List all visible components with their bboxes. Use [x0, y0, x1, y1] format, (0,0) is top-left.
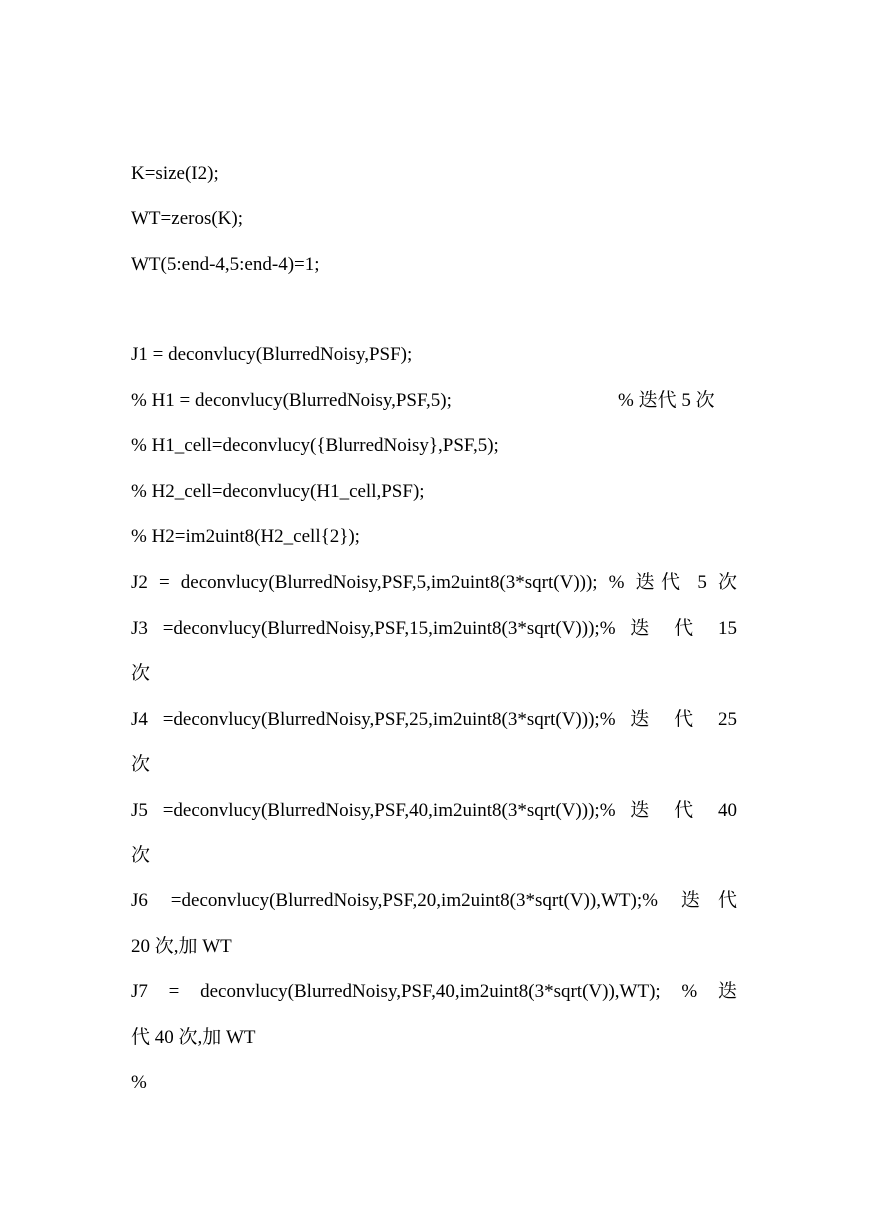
code-line-j5: J5 =deconvlucy(BlurredNoisy,PSF,40,im2uint8(3*sqrt(V)));% 迭 代 40 — [131, 800, 737, 821]
code-line-j5-wrap: 次 — [131, 845, 151, 866]
code-line-h2: % H2=im2uint8(H2_cell{2}); — [131, 526, 360, 547]
code-line-j7: J7 = deconvlucy(BlurredNoisy,PSF,40,im2uint8(3*sqrt(V)),WT); % 迭 — [131, 981, 737, 1002]
code-line-j4: J4 =deconvlucy(BlurredNoisy,PSF,25,im2uint8(3*sqrt(V)));% 迭 代 25 — [131, 709, 737, 730]
code-line-j6: J6 =deconvlucy(BlurredNoisy,PSF,20,im2uint8(3*sqrt(V)),WT);% 迭代 — [131, 890, 737, 911]
code-line-h2-cell: % H2_cell=deconvlucy(H1_cell,PSF); — [131, 481, 425, 502]
code-line-j4-wrap: 次 — [131, 754, 151, 775]
code-line-j6-wrap: 20 次,加 WT — [131, 936, 232, 957]
code-line-h1-comment: % 迭代 5 次 — [618, 390, 715, 411]
code-line-j1: J1 = deconvlucy(BlurredNoisy,PSF); — [131, 344, 413, 365]
code-line-percent: % — [131, 1072, 147, 1093]
code-line-ksize: K=size(I2); — [131, 163, 219, 184]
code-line-wt-zeros: WT=zeros(K); — [131, 208, 243, 229]
code-line-j3-wrap: 次 — [131, 663, 151, 684]
code-line-j3: J3 =deconvlucy(BlurredNoisy,PSF,15,im2uint8(3*sqrt(V)));% 迭 代 15 — [131, 618, 737, 639]
code-line-j7-wrap: 代 40 次,加 WT — [131, 1027, 256, 1048]
code-line-h1: % H1 = deconvlucy(BlurredNoisy,PSF,5); — [131, 390, 452, 411]
code-line-h1-cell: % H1_cell=deconvlucy({BlurredNoisy},PSF,5); — [131, 435, 499, 456]
code-line-wt-assign: WT(5:end-4,5:end-4)=1; — [131, 254, 320, 275]
code-line-j2: J2 = deconvlucy(BlurredNoisy,PSF,5,im2uint8(3*sqrt(V))); % 迭代 5 次 — [131, 572, 737, 593]
